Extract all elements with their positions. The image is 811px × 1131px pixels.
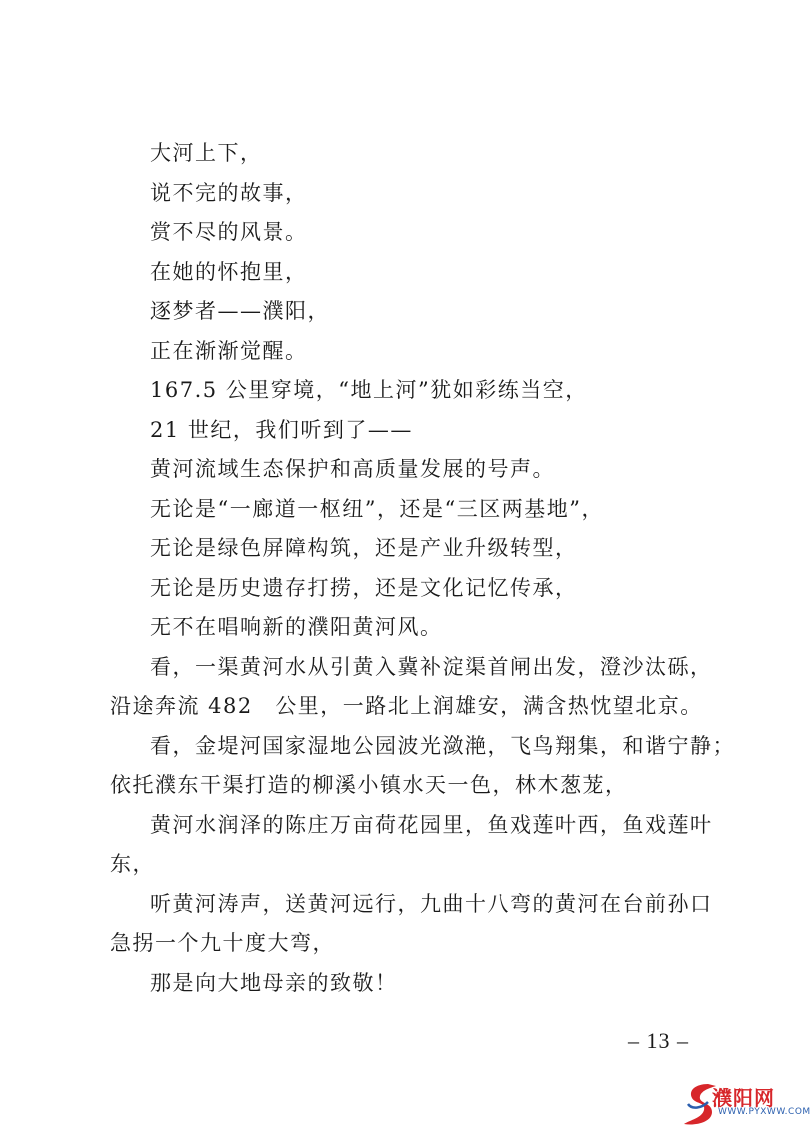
- watermark-logo: [682, 1080, 811, 1131]
- watermark-url: WWW.PYXWW.COM: [718, 1107, 811, 1117]
- text-line: 逐梦者——濮阳，: [150, 299, 330, 323]
- text-line: 赏不尽的风景。: [150, 220, 308, 244]
- text-line: 沿途奔流 482 公里，一路北上润雄安，满含热忱望北京。: [110, 694, 703, 718]
- text-line: 正在渐渐觉醒。: [150, 338, 308, 363]
- text-line: 那是向大地母亲的致敬！: [150, 970, 398, 995]
- watermark-name: 濮阳网: [712, 1086, 775, 1110]
- text-line: 依托濮东干渠打造的柳溪小镇水天一色，林木葱茏，: [110, 773, 628, 797]
- text-line: 167.5 公里穿境，“地上河”犹如彩练当空，: [150, 378, 588, 402]
- text-line: 无论是“一廊道一枢纽”，还是“三区两基地”，: [150, 496, 604, 521]
- text-line: 大河上下，: [150, 141, 263, 165]
- text-line: 看，金堤河国家湿地公园波光潋滟，飞鸟翔集，和谐宁静；: [150, 733, 735, 758]
- text-line: 21 世纪，我们听到了——: [150, 417, 413, 442]
- text-line: 无论是历史遗存打捞，还是文化记忆传承，: [150, 575, 578, 600]
- text-line: 无不在唱响新的濮阳黄河风。: [150, 615, 443, 639]
- text-line: 黄河流域生态保护和高质量发展的号声。: [150, 457, 555, 481]
- page-number: – 13 –: [628, 1028, 689, 1053]
- text-line: 东，: [110, 852, 155, 876]
- text-line: 在她的怀抱里，: [150, 259, 308, 284]
- body-text: [110, 134, 735, 1003]
- text-line: 黄河水润泽的陈庄万亩荷花园里，鱼戏莲叶西，鱼戏莲叶: [150, 812, 713, 837]
- text-line: 无论是绿色屏障构筑，还是产业升级转型，: [150, 536, 578, 560]
- text-line: 说不完的故事，: [150, 180, 308, 205]
- text-line: 听黄河涛声，送黄河远行，九曲十八弯的黄河在台前孙口: [150, 891, 713, 916]
- text-line: 急拐一个九十度大弯，: [110, 931, 335, 955]
- text-line: 看，一渠黄河水从引黄入冀补淀渠首闸出发，澄沙汰砾，: [150, 654, 713, 679]
